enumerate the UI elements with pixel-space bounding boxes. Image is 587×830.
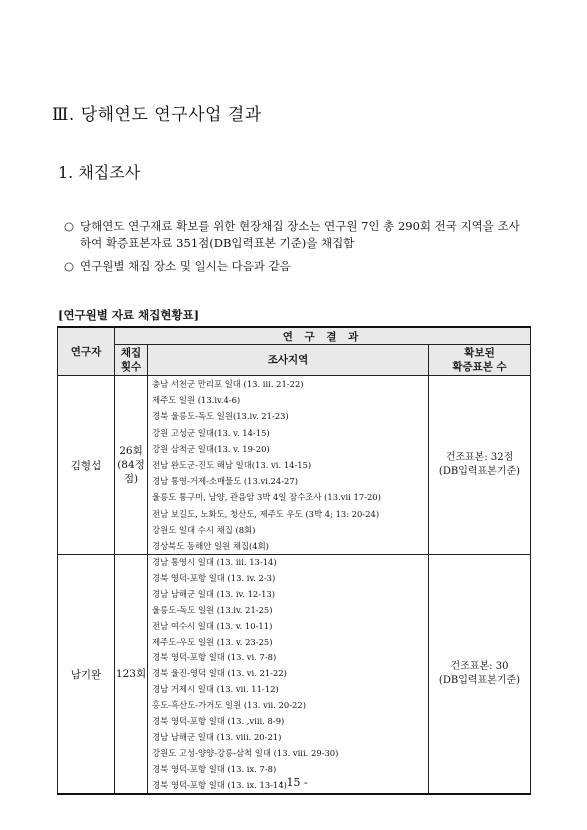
region-item: 전남 완도군-진도 해남 일대(13. vi. 14-15) [152,459,312,470]
region-list [148,376,429,555]
region-item: 경북 영덕-포항 일대 (13. ix. 13-14) [152,779,287,790]
region-item: 강원 고성군 일대(13. v. 14-15) [152,427,270,438]
region-item: 경북 영덕-포항 일대 (13. iv. 2-3) [152,572,276,583]
region-item: 경남 통영-거제-소매물도 (13.vi.24-27) [152,476,298,487]
region-item: 경북 영덕-포항 일대 (13. ix. 7-8) [152,763,277,774]
header-results: 연 구 결 과 [115,327,531,345]
collection-count: 26회 (84정점) [115,376,148,555]
table-row [58,376,531,555]
region-item: 경북 울진-영덕 일대 (13. vi. 21-22) [152,668,287,679]
region-item: 강원도 고성-양양-강릉-삼척 일대 (13. viii. 29-30) [152,747,339,758]
region-item: 충남 서천군 만리포 일대 (13. iii. 21-22) [152,379,304,389]
page-number: - 15 - [279,776,308,789]
region-item: 울릉도-독도 일원 (13.iv. 21-25) [152,604,273,615]
region-item: 경북 영덕-포항 일대 (13. ,viii. 8-9) [152,715,285,726]
region-list [148,555,429,795]
bullet-item [64,218,520,252]
region-item: 경남 통영시 일대 (13. iii. 13-14) [152,557,277,568]
section-title: Ⅲ. 당해연도 연구사업 결과 [52,105,262,125]
circle-bullet-icon: ○ [64,219,75,233]
region-item: 경북 영덕-포항 일대 (13. vi. 7-8) [152,652,277,663]
region-item: 경북 울릉도-독도 일원(13.iv. 21-23) [152,411,289,422]
region-item: 경남 남해군 일대 (13. viii. 20-21) [152,731,282,742]
specimen-count: 건조표본: 30 (DB입력표본기준) [429,555,531,795]
region-item: 홍도-흑산도-가거도 일원 (13. vii. 20-22) [152,700,306,711]
region-item: 제주도-우도 일원 (13. v. 23-25) [152,636,273,647]
specimen-count: 건조표본: 32점 (DB입력표본기준) [429,376,531,555]
region-item: 경남 남해군 일대 (13. iv. 12-13) [152,588,276,599]
region-item: 전남 여수시 일대 (13. v. 10-11) [152,620,273,631]
region-item: 경상북도 동해안 일원 채집(4회) [152,540,269,551]
region-item: 전남 보길도, 노화도, 청산도, 제주도 우도 (3박 4; 13: 20-24) [152,508,380,519]
region-item: 제주도 일원 (13.iv.4-6) [152,395,241,406]
header-region: 조사지역 [148,345,429,376]
table-row [58,555,531,795]
region-item: 울릉도 통구미, 남양, 관음암 3박 4일 잠수조사 (13.vii 17-20) [152,492,381,503]
table-caption: [연구원별 자료 채집현황표] [58,308,200,322]
circle-bullet-icon: ○ [64,259,75,273]
bullet-text: 연구원별 채집 장소 및 일시는 다음과 같음 [80,259,291,273]
bullet-text: 당해연도 연구재료 확보를 위한 현장채집 장소는 연구원 7인 총 290회 전국 지역을 조사하여 확증표본자료 351점(DB입력표본 기준)을 채집함 [80,219,520,250]
subsection-title: 1. 채집조사 [58,163,141,182]
collection-table [57,326,531,795]
region-item: 강원 삼척군 일대(13. v. 19-20) [152,443,270,454]
researcher-name: 남기완 [58,555,115,795]
bullet-item [64,258,520,275]
header-count: 채집 횟수 [115,345,148,376]
collection-count: 123회 [115,555,148,795]
researcher-name: 김형섭 [58,376,115,555]
region-item: 강원도 일대 수시 채집 (8회) [152,524,256,535]
header-specimen: 확보된 확증표본 수 [429,345,531,376]
header-researcher: 연구자 [58,327,115,376]
region-item: 경남 거제시 일대 (13. vii. 11-12) [152,684,279,695]
